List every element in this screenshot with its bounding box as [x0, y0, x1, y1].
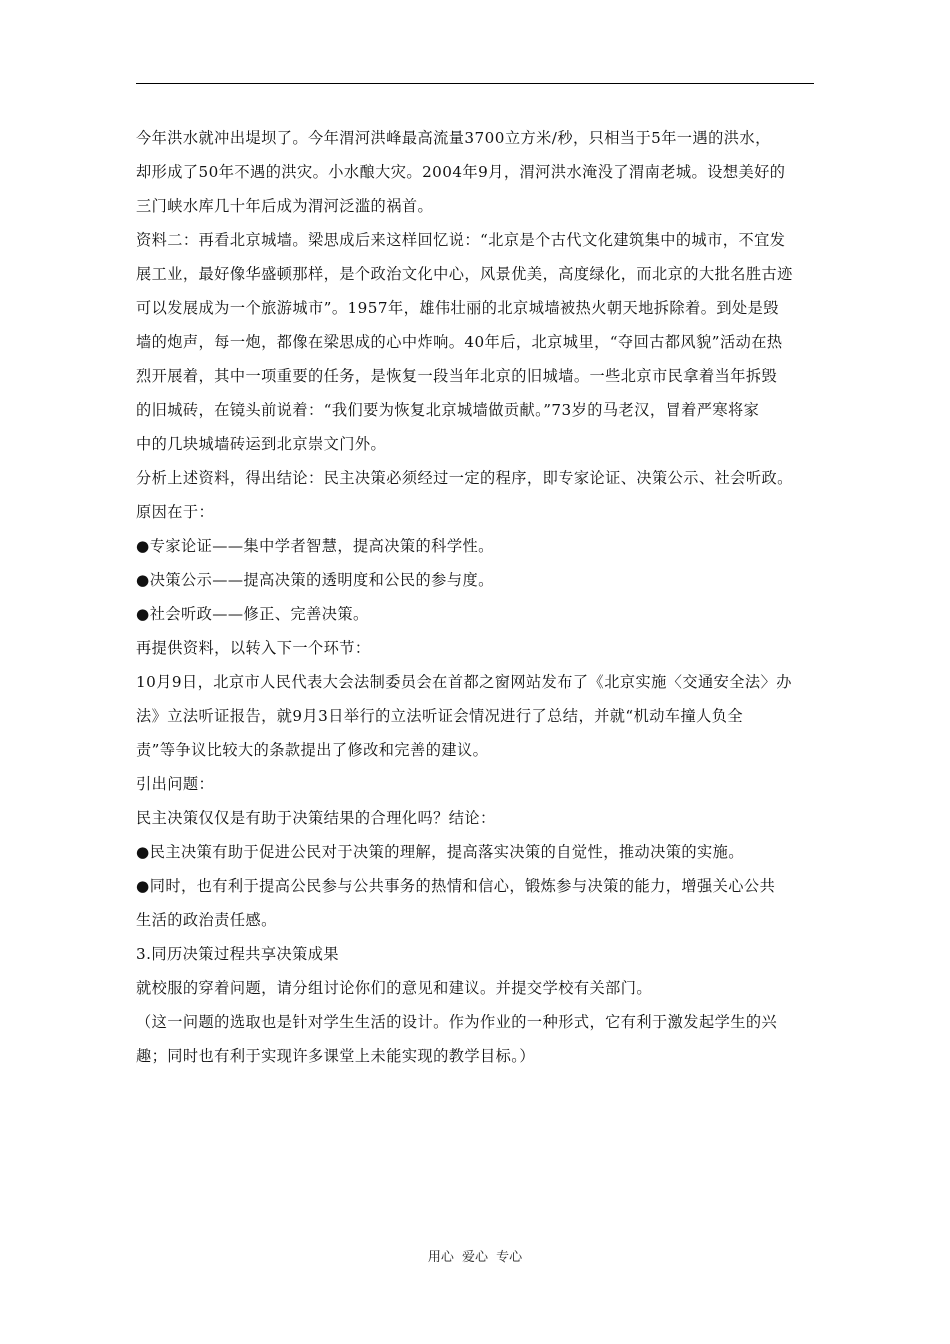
bullet-item: ●决策公示——提高决策的透明度和公民的参与度。 [136, 571, 494, 589]
text-line: 却形成了50年不遇的洪灾。小水酿大灾。2004年9月，渭河洪水淹没了渭南老城。设想美好的 [136, 163, 786, 181]
text-line: 引出问题： [136, 775, 215, 793]
text-line: 的旧城砖，在镜头前说着：“我们要为恢复北京城墙做贡献。”73岁的马老汉，冒着严寒将家 [136, 401, 760, 419]
text-line: 趣；同时也有利于实现许多课堂上未能实现的教学目标。） [136, 1047, 535, 1065]
text-line: 三门峡水库几十年后成为渭河泛滥的祸首。 [136, 197, 434, 215]
text-line: （这一问题的选取也是针对学生生活的设计。作为作业的一种形式，它有利于激发起学生的兴 [136, 1013, 778, 1031]
text-line: 再提供资料，以转入下一个环节： [136, 639, 371, 657]
text-line: 可以发展成为一个旅游城市”。1957年，雄伟壮丽的北京城墙被热火朝天地拆除着。到处是毁 [136, 299, 779, 317]
text-line: 就校服的穿着问题，请分组讨论你们的意见和建议。并提交学校有关部门。 [136, 979, 653, 997]
text-line: 今年洪水就冲出堤坝了。今年渭河洪峰最高流量3700立方米/秒，只相当于5年一遇的洪水， [136, 129, 771, 147]
section-heading: 3.同历决策过程共享决策成果 [136, 945, 340, 963]
text-line: 10月9日，北京市人民代表大会法制委员会在首都之窗网站发布了《北京实施〈交通安全法〉办 [136, 673, 792, 691]
page-footer: 用心 爱心 专心 [427, 1250, 523, 1265]
text-line: 生活的政治责任感。 [136, 911, 277, 929]
text-line: 分析上述资料，得出结论：民主决策必须经过一定的程序，即专家论证、决策公示、社会听政。 [136, 469, 793, 487]
text-line: 法》立法听证报告，就9月3日举行的立法听证会情况进行了总结，并就“机动车撞人负全 [136, 707, 744, 725]
text-line: 资料二：再看北京城墙。梁思成后来这样回忆说：“北京是个古代文化建筑集中的城市，不宜发 [136, 231, 786, 249]
text-line: 展工业，最好像华盛顿那样，是个政治文化中心，风景优美，高度绿化，而北京的大批名胜古迹 [136, 265, 793, 283]
text-line: 烈开展着，其中一项重要的任务，是恢复一段当年北京的旧城墙。一些北京市民拿着当年拆毁 [136, 367, 778, 385]
bullet-item: ●民主决策有助于促进公民对于决策的理解，提高落实决策的自觉性，推动决策的实施。 [136, 843, 744, 861]
document-body [136, 121, 816, 1073]
text-line: 民主决策仅仅是有助于决策结果的合理化吗？结论： [136, 809, 496, 827]
bullet-item: ●同时，也有利于提高公民参与公共事务的热情和信心，锻炼参与决策的能力，增强关心公共 [136, 877, 776, 895]
text-line: 原因在于： [136, 503, 215, 521]
text-line: 中的几块城墙砖运到北京崇文门外。 [136, 435, 387, 453]
bullet-item: ●社会听政——修正、完善决策。 [136, 605, 369, 623]
text-line: 责”等争议比较大的条款提出了修改和完善的建议。 [136, 741, 489, 759]
text-line: 墙的炮声，每一炮，都像在梁思成的心中炸响。40年后，北京城里，“夺回古都风貌”活动在热 [136, 333, 783, 351]
header-rule [136, 83, 814, 84]
bullet-item: ●专家论证——集中学者智慧，提高决策的科学性。 [136, 537, 494, 555]
